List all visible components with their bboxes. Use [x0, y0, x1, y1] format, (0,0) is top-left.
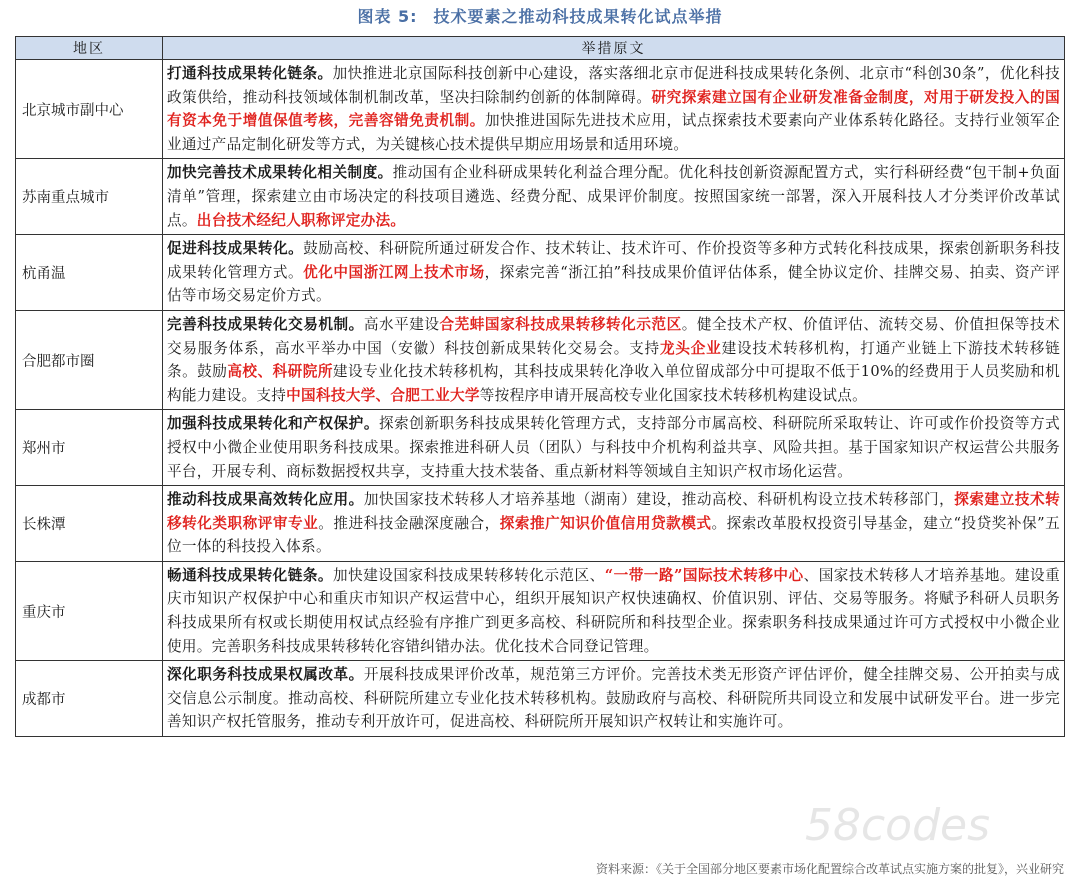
header-region: 地区	[16, 37, 163, 60]
highlighted-text: 探索推广知识价值信用贷款模式	[499, 514, 712, 532]
watermark: 58codes	[804, 800, 990, 851]
measure-text: 。健全技术产权、价值评估、流转交易、价值担保等技术交易服务体系，高水平举办中国（安徽）科技创新成果转化交易会。支持	[167, 315, 1060, 357]
measure-text-cell	[163, 310, 1065, 409]
measure-text-cell	[163, 235, 1065, 311]
measure-text: 建设专业化技术转移机构，其科技成果转化净收入单位留成部分中可提取不低于10%的经费用于人员奖励和机构能力建设。支持	[167, 363, 1060, 404]
measure-heading: 推动科技成果高效转化应用。	[167, 491, 364, 509]
highlighted-text: 出台技术经纪人职称评定办法。	[196, 211, 406, 229]
measure-text-cell	[163, 159, 1065, 235]
table-row	[16, 60, 1065, 159]
highlighted-text: 高校、科研院所	[227, 363, 333, 381]
measure-heading: 打通科技成果转化链条。	[167, 65, 333, 82]
region-cell: 成都市	[16, 661, 163, 737]
table-row	[16, 410, 1065, 486]
measure-text-cell	[163, 661, 1065, 737]
region-cell: 重庆市	[16, 561, 163, 660]
table-row	[16, 661, 1065, 737]
measure-text: 等按程序申请开展高校专业化国家技术转移机构建设试点。	[479, 386, 868, 404]
measure-text: 。推进科技金融深度融合，	[318, 514, 500, 532]
region-cell: 苏南重点城市	[16, 159, 163, 235]
measure-text: 加快建设国家科技成果转移转化示范区、	[333, 566, 605, 584]
measure-text: 建设技术转移机构，打通产业链上下游技术转移链条。鼓励	[167, 339, 1060, 381]
measure-text: 探索创新职务科技成果转化管理方式，支持部分市属高校、科研院所采取转让、许可或作价投资等方式授权中小微企业使用职务科技成果。探索推进科研人员（团队）与科技中介机构利益共享、风险共担。基于国家知识产权运营公共服务平台，开展专利、商标数据授权共享，支持重大技术装备、重点新材料等领域自主知识产权市场化运营。	[167, 415, 1061, 480]
header-row	[16, 37, 1065, 60]
measure-text-cell	[163, 486, 1065, 562]
measure-heading: 加强科技成果转化和产权保护。	[167, 415, 379, 433]
table-row	[16, 159, 1065, 235]
measure-text: 加快推进北京国际科技创新中心建设，落实落细北京市促进科技成果转化条例、北京市“科创30条”，优化科技政策供给，推动科技领域体制机制改革，坚决扫除制约创新的体制障碍。	[167, 65, 1060, 106]
measure-heading: 深化职务科技成果权属改革。	[167, 666, 364, 684]
measure-heading: 完善科技成果转化交易机制。	[167, 315, 364, 333]
measure-text: ，探索完善“浙江拍”科技成果价值评估体系，健全协议定价、挂牌交易、拍卖、资产评估等市场交易定价方式。	[167, 263, 1060, 305]
measure-heading: 畅通科技成果转化链条。	[167, 566, 334, 584]
region-cell: 杭甬温	[16, 235, 163, 311]
source-note: 资料来源：《关于全国部分地区要素市场化配置综合改革试点实施方案的批复》，兴业研究	[595, 862, 1064, 876]
figure-title-text: 技术要素之推动科技成果转化试点举措	[433, 7, 723, 26]
measures-table	[15, 36, 1065, 737]
highlighted-text: 合芜蚌国家科技成果转移转化示范区	[439, 315, 682, 333]
highlighted-text: 龙头企业	[659, 339, 722, 357]
region-cell: 长株潭	[16, 486, 163, 562]
measure-heading: 促进科技成果转化。	[167, 240, 304, 258]
measure-text: 推动国有企业科研成果转化利益合理分配。优化科技创新资源配置方式，实行科研经费“包干制+负面清单”管理，探索建立由市场决定的科技项目遴选、经费分配、成果评价制度。按照国家统一部署，深入开展科技人才分类评价改革试点。	[167, 164, 1060, 229]
measure-text: 、国家技术转移人才培养基地。建设重庆市知识产权保护中心和重庆市知识产权运营中心，组织开展知识产权快速确权、价值识别、评估、交易等服务。将赋予科研人员职务科技成果所有权或长期使用权试点经验有序推广到更多高校、科研院所和科技型企业。探索职务科技成果通过许可方式授权中小微企业使用。完善职务科技成果转移转化容错纠错办法。优化技术合同登记管理。	[167, 566, 1060, 655]
table-row	[16, 310, 1065, 409]
highlighted-text: 优化中国浙江网上技术市场	[303, 263, 485, 281]
header-measures: 举措原文	[163, 37, 1065, 60]
table-row	[16, 561, 1065, 660]
region-cell: 郑州市	[16, 410, 163, 486]
measure-text: 加快国家技术转移人才培养基地（湖南）建设，推动高校、科研机构设立技术转移部门，	[363, 491, 955, 509]
measure-text: 鼓励高校、科研院所通过研发合作、技术转让、技术许可、作价投资等多种方式转化科技成果，探索创新职务科技成果转化管理方式。	[167, 240, 1060, 281]
measure-text: 开展科技成果评价改革，规范第三方评价。完善技术类无形资产评估评价，健全挂牌交易、公开拍卖与成交信息公示制度。推动高校、科研院所建立专业化技术转移机构。鼓励政府与高校、科研院所共同设立和发展中试研发平台。进一步完善知识产权托管服务，推动专利开放许可，促进高校、科研院所开展知识产权转让和实施许可。	[167, 666, 1061, 731]
table-row	[16, 486, 1065, 562]
measure-text: 。探索改革股权投资引导基金，建立“投贷奖补保”五位一体的科技投入体系。	[167, 514, 1060, 556]
measure-heading: 加快完善技术成果转化相关制度。	[167, 164, 393, 182]
table-row	[16, 235, 1065, 311]
figure-number: 图表 5:	[357, 7, 418, 26]
figure-title	[0, 4, 1080, 27]
highlighted-text: 研究探索建立国有企业研发准备金制度，对用于研发投入的国有资本免于增值保值考核，完善容错免责机制。	[167, 88, 1060, 130]
highlighted-text: 中国科技大学、合肥工业大学	[286, 386, 480, 404]
measure-text-cell	[163, 410, 1065, 486]
measure-text: 高水平建设	[363, 315, 440, 333]
highlighted-text: “一带一路”国际技术转移中心	[604, 566, 804, 584]
highlighted-text: 探索建立技术转移转化类职称评审专业	[167, 491, 1061, 532]
measure-text-cell	[163, 561, 1065, 660]
measure-text-cell	[163, 60, 1065, 159]
table-body	[16, 60, 1065, 737]
region-cell: 合肥都市圈	[16, 310, 163, 409]
region-cell: 北京城市副中心	[16, 60, 163, 159]
measure-text: 加快推进国际先进技术应用，试点探索技术要素向产业体系转化路径。支持行业领军企业通过产品定制化研发等方式，为关键核心技术提供早期应用场景和适用环境。	[167, 112, 1060, 153]
